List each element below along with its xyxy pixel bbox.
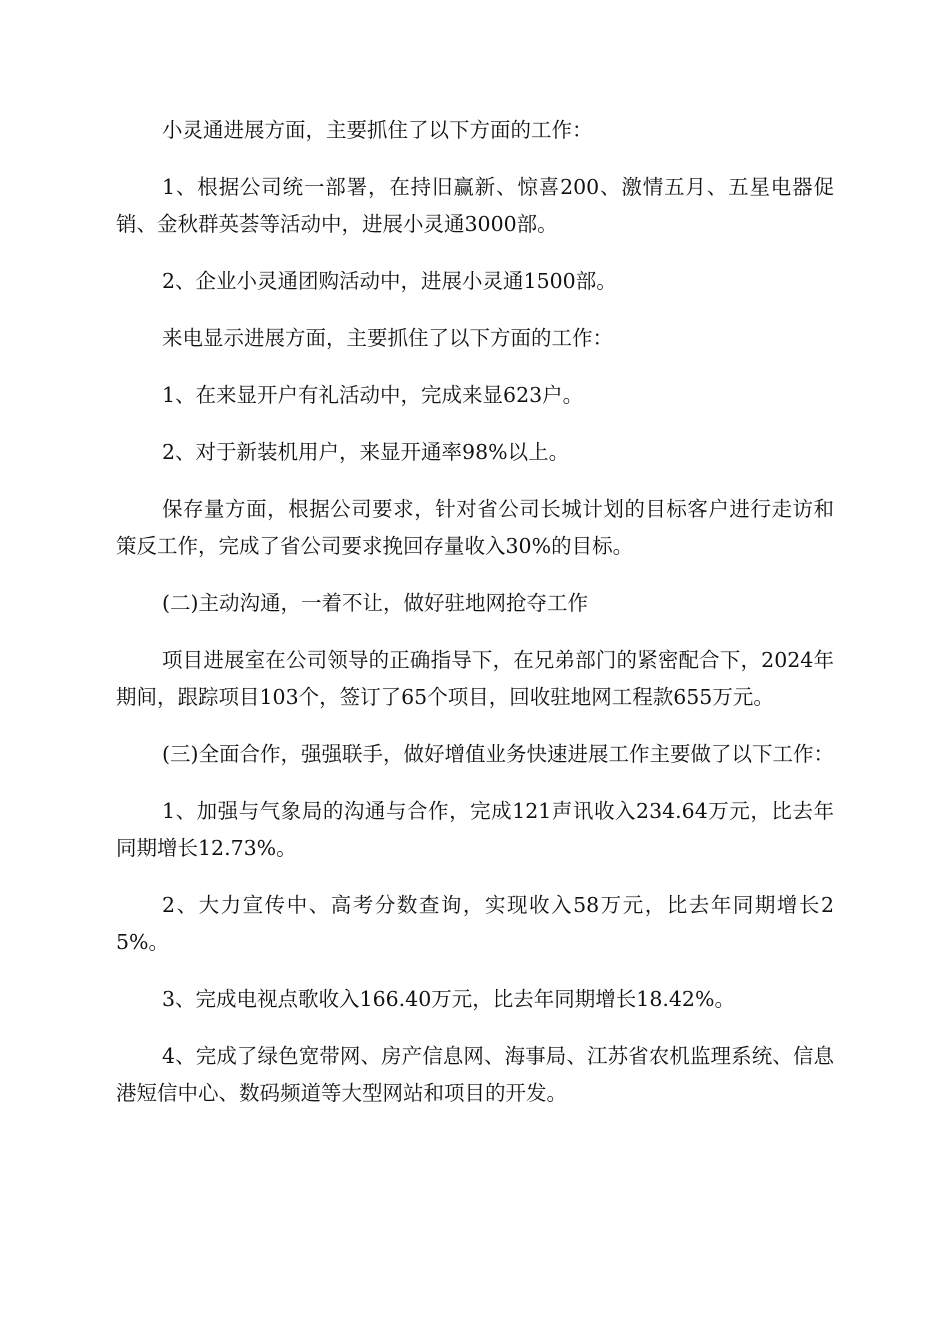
paragraph-3: 2、企业小灵通团购活动中，进展小灵通1500部。: [162, 269, 617, 293]
paragraph-14: 4、完成了绿色宽带网、房产信息网、海事局、江苏省农机监理系统、信息港短信中心、数码频道等大型网站和项目的开发。: [116, 1044, 834, 1105]
paragraph-9: 项目进展室在公司领导的正确指导下，在兄弟部门的紧密配合下，2024年期间，跟踪项目103个，签订了65个项目，回收驻地网工程款655万元。: [116, 648, 834, 709]
section-heading-3: (三)全面合作，强强联手，做好增值业务快速进展工作主要做了以下工作：: [162, 742, 834, 766]
paragraph-1: 小灵通进展方面，主要抓住了以下方面的工作：: [162, 118, 593, 142]
paragraph-5: 1、在来显开户有礼活动中，完成来显623户。: [162, 383, 584, 407]
paragraph-7: 保存量方面，根据公司要求，针对省公司长城计划的目标客户进行走访和策反工作，完成了省公司要求挽回存量收入30%的目标。: [116, 497, 834, 558]
document-page: [116, 112, 834, 1132]
paragraph-4: 来电显示进展方面，主要抓住了以下方面的工作：: [162, 326, 613, 350]
section-heading-2: (二)主动沟通，一着不让，做好驻地网抢夺工作: [162, 591, 588, 615]
paragraph-6: 2、对于新装机用户，来显开通率98%以上。: [162, 440, 570, 464]
paragraph-2: 1、根据公司统一部署，在持旧赢新、惊喜200、激情五月、五星电器促销、金秋群英荟等活动中，进展小灵通3000部。: [116, 175, 834, 236]
paragraph-13: 3、完成电视点歌收入166.40万元，比去年同期增长18.42%。: [162, 987, 735, 1011]
paragraph-11: 1、加强与气象局的沟通与合作，完成121声讯收入234.64万元，比去年同期增长12.73%。: [116, 799, 834, 860]
paragraph-12: 2、大力宣传中、高考分数查询，实现收入58万元，比去年同期增长25%。: [116, 893, 834, 954]
